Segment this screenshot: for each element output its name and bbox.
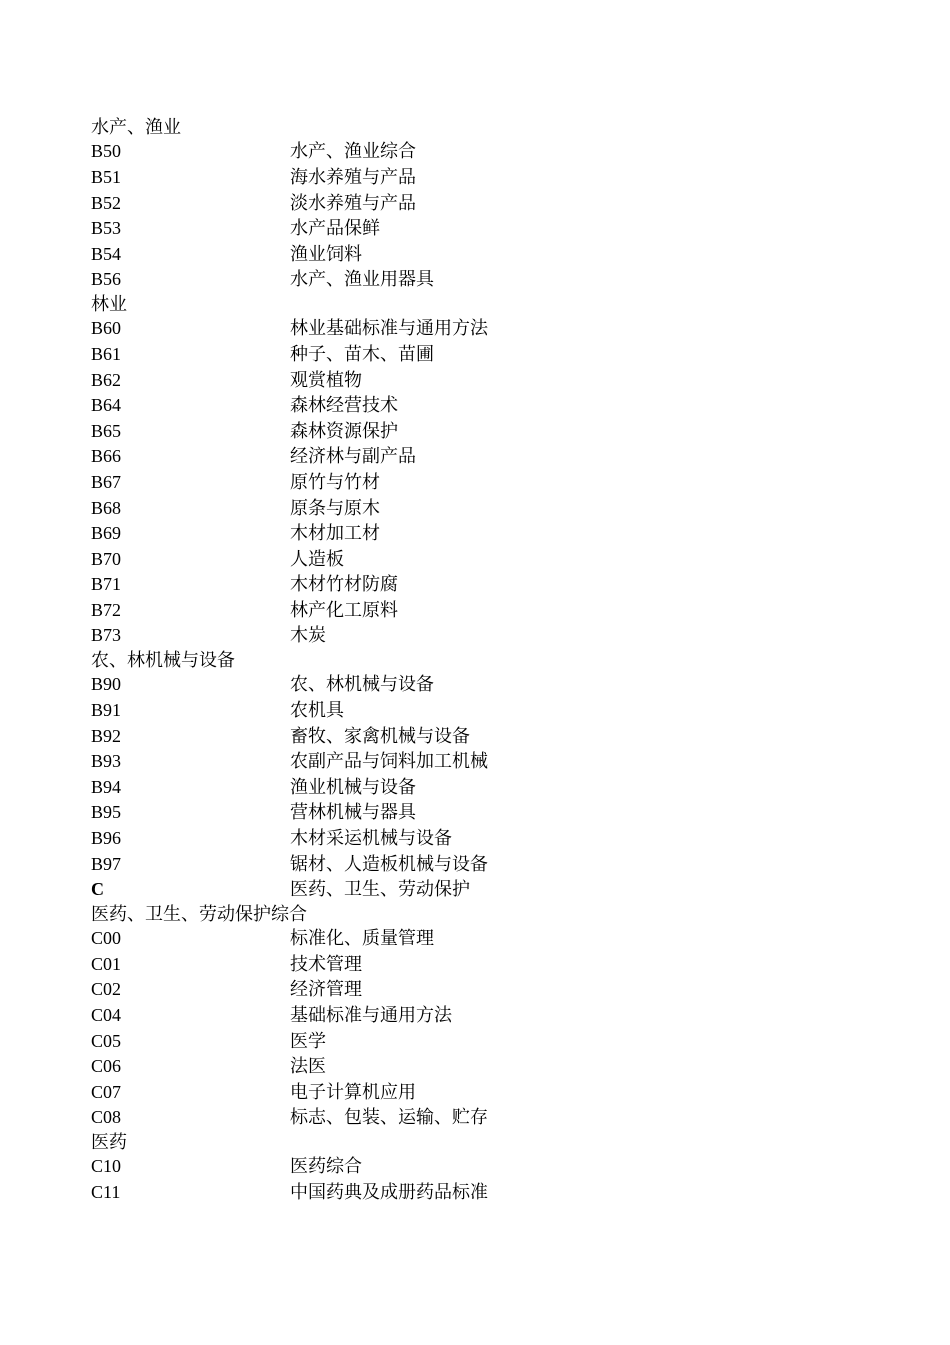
classification-name: 水产品保鲜 [290,218,380,240]
classification-row [91,977,551,1003]
classification-code: B51 [91,166,122,187]
classification-row [91,368,551,394]
classification-code: B60 [91,318,122,339]
classification-row [91,623,551,649]
classification-name: 标志、包装、运输、贮存 [290,1107,488,1129]
classification-name: 人造板 [290,548,344,570]
classification-row [91,1054,551,1080]
classification-name: 基础标准与通用方法 [290,1004,452,1026]
classification-code: B94 [91,776,122,797]
classification-code: B56 [91,269,122,290]
classification-name: 营林机械与器具 [290,802,416,824]
classification-code: B68 [91,497,122,518]
classification-code: B70 [91,548,122,569]
classification-name: 医药、卫生、劳动保护 [290,879,470,901]
classification-code: B69 [91,523,122,544]
classification-row [91,926,551,952]
classification-row [91,952,551,978]
classification-name: 医学 [290,1030,326,1052]
classification-row [91,139,551,165]
standards-classification-list [91,116,551,1206]
classification-row [91,521,551,547]
classification-row [91,672,551,698]
classification-row [91,216,551,242]
classification-name: 经济管理 [290,979,362,1001]
classification-name: 原竹与竹材 [290,471,380,493]
classification-row [91,1154,551,1180]
classification-row [91,1029,551,1055]
classification-name: 渔业机械与设备 [290,776,416,798]
classification-code: B71 [91,574,122,595]
classification-code: B92 [91,725,122,746]
classification-name: 种子、苗木、苗圃 [290,343,434,365]
classification-name: 农、林机械与设备 [290,674,434,696]
classification-name: 医药综合 [290,1156,362,1178]
classification-name: 电子计算机应用 [290,1081,416,1103]
classification-code: B66 [91,446,122,467]
section-heading: 医药、卫生、劳动保护综合 [91,903,307,925]
classification-name: 木材加工材 [290,523,380,545]
classification-row [91,826,551,852]
classification-name: 林产化工原料 [290,599,398,621]
classification-row [91,1180,551,1206]
classification-code: B90 [91,674,122,695]
classification-name: 畜牧、家禽机械与设备 [290,725,470,747]
classification-code: B62 [91,369,122,390]
classification-row [91,749,551,775]
classification-name: 经济林与副产品 [290,446,416,468]
classification-code: C10 [91,1156,122,1177]
classification-code: B65 [91,420,122,441]
classification-name: 木材采运机械与设备 [290,828,452,850]
classification-row [91,598,551,624]
classification-row [91,419,551,445]
classification-row [91,393,551,419]
classification-code: B91 [91,700,122,721]
classification-code: C06 [91,1056,122,1077]
classification-code: B93 [91,751,122,772]
classification-name: 森林资源保护 [290,420,398,442]
classification-code: B50 [91,141,122,162]
classification-name: 木材竹材防腐 [290,574,398,596]
classification-name: 锯材、人造板机械与设备 [290,853,488,875]
classification-code: C04 [91,1004,122,1025]
classification-row [91,775,551,801]
classification-row [91,242,551,268]
classification-code: B96 [91,828,122,849]
classification-name: 林业基础标准与通用方法 [290,318,488,340]
classification-row [91,316,551,342]
classification-code: C01 [91,953,122,974]
classification-name: 森林经营技术 [290,395,398,417]
classification-name: 渔业饲料 [290,243,362,265]
classification-name: 农机具 [290,700,344,722]
classification-code: B95 [91,802,122,823]
section-heading: 水产、渔业 [91,117,181,138]
classification-code: C [91,879,104,900]
classification-code: C08 [91,1107,122,1128]
classification-row [91,547,551,573]
classification-name: 原条与原木 [290,497,380,519]
classification-name: 中国药典及成册药品标准 [290,1181,488,1203]
classification-row [91,165,551,191]
classification-code: B53 [91,218,122,239]
classification-code: B72 [91,599,122,620]
classification-name: 水产、渔业用器具 [290,269,434,291]
classification-code: C05 [91,1030,122,1051]
classification-row [91,470,551,496]
classification-name: 淡水养殖与产品 [290,192,416,214]
classification-name: 法医 [290,1056,326,1078]
classification-row [91,444,551,470]
section-heading: 林业 [91,293,127,315]
classification-row [91,496,551,522]
classification-row [91,698,551,724]
classification-name: 观赏植物 [290,369,362,391]
classification-row [91,800,551,826]
classification-code: B73 [91,625,122,646]
classification-row [91,267,551,293]
classification-name: 标准化、质量管理 [290,928,434,950]
classification-name: 技术管理 [290,953,362,975]
classification-row [91,877,551,903]
classification-row [91,1105,551,1131]
classification-code: C02 [91,979,122,1000]
classification-name: 水产、渔业综合 [290,141,416,163]
classification-code: B52 [91,192,122,213]
section-heading: 医药 [91,1131,127,1153]
classification-row [91,1003,551,1029]
classification-code: C00 [91,928,122,949]
classification-code: B97 [91,853,122,874]
classification-row [91,572,551,598]
classification-row [91,852,551,878]
classification-code: C11 [91,1181,121,1202]
classification-name: 木炭 [290,625,326,647]
classification-name: 海水养殖与产品 [290,166,416,188]
classification-row [91,342,551,368]
classification-name: 农副产品与饲料加工机械 [290,751,488,773]
classification-row [91,724,551,750]
classification-row [91,191,551,217]
classification-code: B61 [91,343,122,364]
section-heading: 农、林机械与设备 [91,650,235,672]
classification-code: C07 [91,1081,122,1102]
classification-code: B54 [91,243,122,264]
classification-code: B67 [91,471,122,492]
classification-code: B64 [91,395,122,416]
classification-row [91,1080,551,1106]
